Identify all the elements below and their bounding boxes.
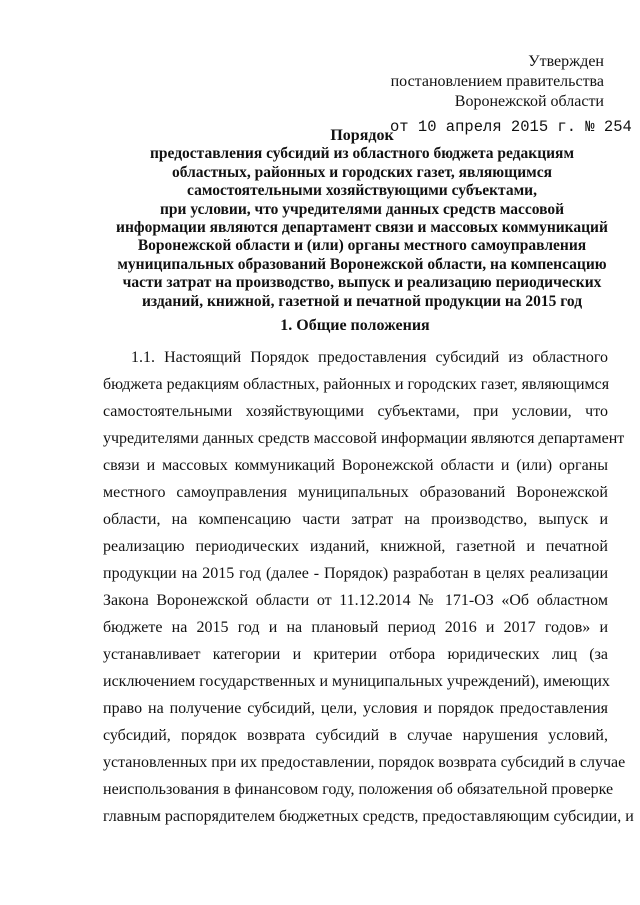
title-line: информации являются департамент связи и массовых коммуникаций (116, 219, 608, 237)
body-line: установленных при их предоставлении, порядок возврата субсидий в случае (103, 754, 626, 771)
body-line: местного самоуправления муниципальных образований Воронежской (103, 484, 608, 501)
body-line: бюджете на 2015 год и на плановый период 2016 и 2017 годов» и (103, 619, 608, 636)
title-line: Воронежской области и (или) органы местного самоуправления (137, 237, 587, 255)
body-line: главным распорядителем бюджетных средств, предоставляющим субсидии, и (103, 808, 634, 825)
approval-line-approved: Утвержден (528, 53, 604, 70)
body-line: исключением государственных и муниципальных учреждений), имеющих (103, 673, 610, 690)
body-line: Закона Воронежской области от 11.12.2014 № 171-ОЗ «Об областном (103, 592, 608, 609)
title-line: части затрат на производство, выпуск и реализацию периодических (122, 274, 602, 292)
document-title (112, 127, 612, 311)
approval-line-region: Воронежской области (454, 93, 604, 110)
body-line: неиспользования в финансовом году, положения об обязательной проверке (103, 781, 614, 798)
body-line: учредителями данных средств массовой информации являются департамент (103, 430, 625, 447)
body-line: устанавливает категории и критерии отбора юридических лиц (за (103, 646, 608, 663)
title-line: изданий, книжной, газетной и печатной продукции на 2015 год (141, 292, 583, 310)
body-line: связи и массовых коммуникаций Воронежской области и (или) органы (103, 457, 608, 474)
title-heading: Порядок (330, 127, 394, 144)
body-line: право на получение субсидий, цели, условия и порядок предоставления (103, 700, 608, 717)
body-line: 1.1. Настоящий Порядок предоставления субсидий из областного (131, 349, 608, 366)
body-line: самостоятельными хозяйствующими субъектами, при условии, что (103, 403, 608, 420)
approval-stamp (300, 52, 604, 112)
title-line: предоставления субсидий из областного бюджета редакциям (149, 145, 575, 163)
body-line: реализацию периодических изданий, книжной, газетной и печатной (103, 538, 608, 555)
body-line: субсидий, порядок возврата субсидий в случае нарушения условий, (103, 727, 608, 744)
approval-date-number: от 10 апреля 2015 г. № 254 (390, 118, 632, 136)
title-line: самостоятельными хозяйствующими субъектами, (187, 182, 537, 200)
title-line: при условии, что учредителями данных средств массовой (159, 200, 565, 218)
approval-line-resolution: постановлением правительства (390, 73, 604, 90)
section-title: 1. Общие положения (280, 317, 430, 334)
body-paragraph (103, 344, 634, 830)
body-line: продукции на 2015 год (далее - Порядок) разработан в целях реализации (103, 565, 608, 582)
body-line: области, на компенсацию части затрат на производство, выпуск и (103, 511, 608, 528)
title-line: муниципальных образований Воронежской области, на компенсацию (117, 255, 607, 273)
title-line: областных, районных и городских газет, являющимся (172, 163, 552, 181)
body-line: бюджета редакциям областных, районных и городских газет, являющимся (103, 376, 610, 393)
